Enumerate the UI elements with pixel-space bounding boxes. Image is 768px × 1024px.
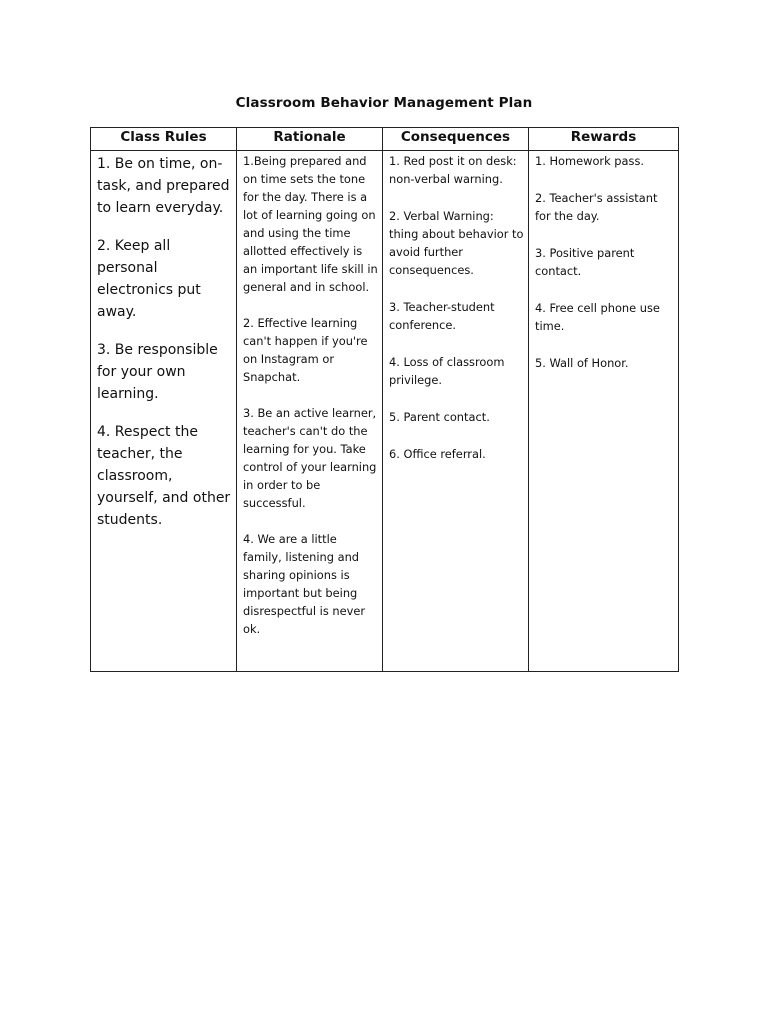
rationale-item: 3. Be an active learner, teacher's can't do the learning for you. Take control of your learning in order to be successful. [243, 406, 377, 510]
reward-item: 4. Free cell phone use time. [535, 301, 660, 333]
reward-item: 3. Positive parent contact. [535, 246, 635, 278]
class-rule-item: 4. Respect the teacher, the classroom, yourself, and other students. [97, 424, 231, 528]
header-rationale: Rationale [237, 128, 383, 151]
header-class-rules: Class Rules [91, 128, 237, 151]
rewards-cell [529, 151, 679, 672]
header-rewards: Rewards [529, 128, 679, 151]
reward-item: 2. Teacher's assistant for the day. [535, 191, 658, 223]
reward-item: 1. Homework pass. [535, 154, 645, 168]
consequences-cell [383, 151, 529, 672]
rationale-cell [237, 151, 383, 672]
rationale-item: 4. We are a little family, listening and sharing opinions is important but being disrespectful is never ok. [243, 532, 366, 636]
class-rule-item: 2. Keep all personal electronics put away. [97, 238, 201, 320]
consequence-item: 3. Teacher-student conference. [389, 300, 495, 332]
consequence-item: 5. Parent contact. [389, 410, 490, 424]
reward-item: 5. Wall of Honor. [535, 356, 629, 370]
consequence-item: 6. Office referral. [389, 447, 486, 461]
header-consequences: Consequences [383, 128, 529, 151]
rationale-item: 1.Being prepared and on time sets the tone for the day. There is a lot of learning going on and using the time allotted effectively is an important life skill in general and in school. [243, 154, 378, 294]
consequence-item: 1. Red post it on desk: non-verbal warning. [389, 154, 517, 186]
class-rules-cell [91, 151, 237, 672]
consequence-item: 4. Loss of classroom privilege. [389, 355, 505, 387]
table-header-row [91, 128, 679, 151]
table-row [91, 151, 679, 672]
behavior-plan-table [90, 127, 679, 672]
class-rule-item: 3. Be responsible for your own learning. [97, 342, 218, 402]
page-title: Classroom Behavior Management Plan [235, 95, 533, 111]
rationale-item: 2. Effective learning can't happen if you're on Instagram or Snapchat. [243, 316, 368, 384]
class-rule-item: 1. Be on time, on-task, and prepared to learn everyday. [97, 156, 230, 216]
consequence-item: 2. Verbal Warning: thing about behavior to avoid further consequences. [389, 209, 524, 277]
